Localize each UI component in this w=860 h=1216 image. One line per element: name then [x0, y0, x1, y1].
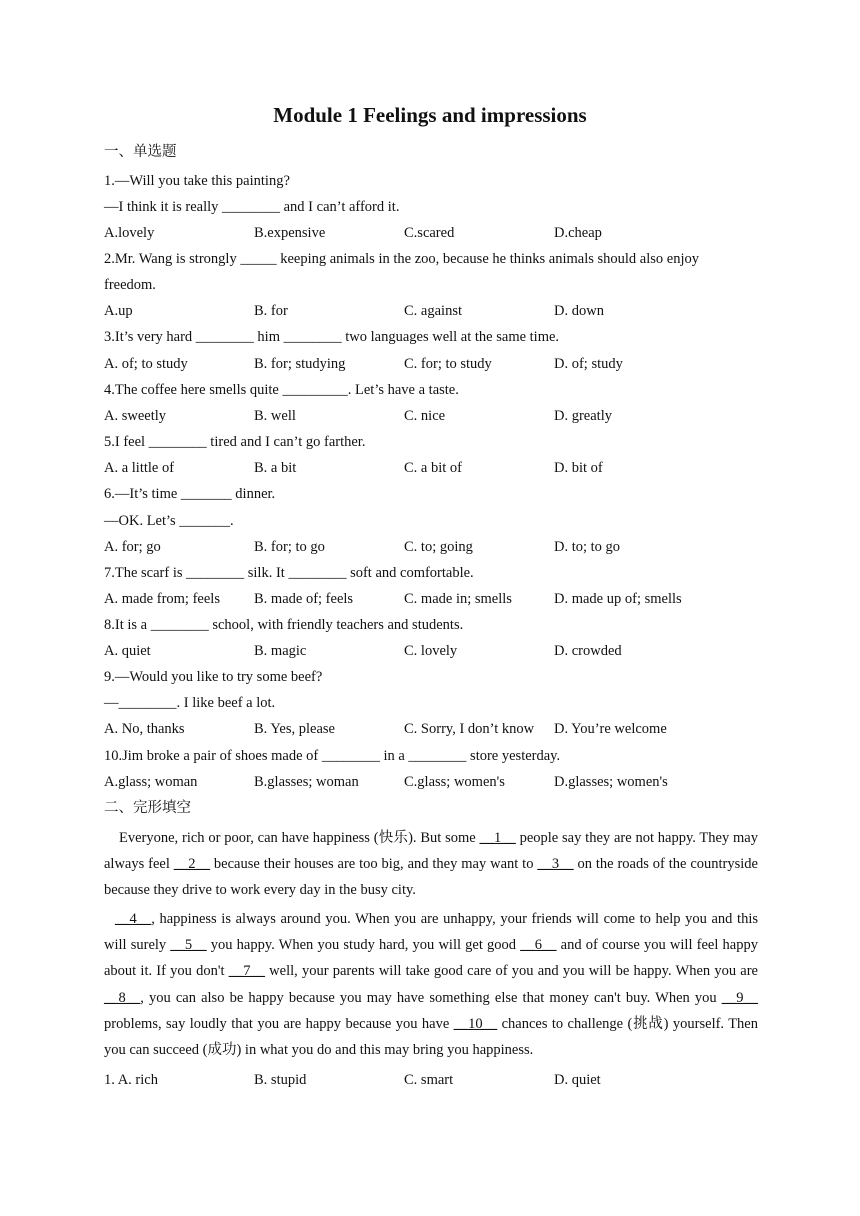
option-d: D. of; study	[554, 356, 623, 372]
question-1-line-2: —I think it is really ________ and I can’t afford it.	[104, 199, 400, 215]
option-b: B. Yes, please	[254, 721, 335, 737]
option-c: C. nice	[404, 408, 446, 424]
option-b: B. for	[254, 303, 288, 319]
question-2-line-1: 2.Mr. Wang is strongly _____ keeping animals in the zoo, because he thinks animals should also enjoy	[104, 251, 699, 267]
option-d: D. down	[554, 303, 604, 319]
option-c: C. to; going	[404, 539, 473, 555]
option-c: C. Sorry, I don’t know	[404, 721, 535, 737]
option-d: D. quiet	[554, 1072, 601, 1088]
option-a: A. No, thanks	[104, 721, 185, 737]
option-c: C. made in; smells	[404, 591, 512, 607]
cloze-blank-3: __3__	[537, 856, 574, 873]
question-10-line-1: 10.Jim broke a pair of shoes made of ________ in a ________ store yesterday.	[104, 748, 561, 764]
option-c: C. for; to study	[404, 356, 492, 372]
cloze-text: , you can also be happy because you may have something else that money can't buy. When you	[140, 989, 722, 1006]
option-d: D. to; to go	[554, 539, 621, 555]
cloze-blank-2: __2__	[173, 856, 211, 873]
option-c: C. a bit of	[404, 460, 462, 476]
question-4-line-1: 4.The coffee here smells quite _________. Let’s have a taste.	[104, 382, 459, 398]
cloze-text: and of course you will feel happy about it. If you don't	[104, 937, 758, 980]
option-d: D. You’re welcome	[554, 721, 667, 737]
section-heading-1: 一、单选题	[104, 144, 177, 160]
option-b: B. magic	[254, 643, 307, 659]
option-d: D.glasses; women's	[554, 774, 668, 790]
option-b: B. for; studying	[254, 356, 346, 372]
option-a: A. made from; feels	[104, 591, 220, 607]
cloze-text: chances to challenge (挑战) yourself. Then you can succeed (成功) in what you do and this may bring you happiness.	[104, 1015, 758, 1059]
option-b: B. made of; feels	[254, 591, 354, 607]
cloze-blank-10: __10__	[453, 1015, 498, 1032]
option-d: D. bit of	[554, 460, 603, 476]
option-d: D.cheap	[554, 225, 602, 241]
question-2-line-2: freedom.	[104, 277, 156, 293]
cloze-blank-7: __7__	[228, 963, 265, 980]
cloze-text: people say they are not happy. They may always feel	[104, 830, 758, 873]
option-d: D. crowded	[554, 643, 622, 659]
question-6-line-1: 6.—It’s time _______ dinner.	[104, 486, 276, 502]
cloze-text: you happy. When you study hard, you will get good	[206, 937, 521, 954]
cloze-blank-1: __1__	[479, 830, 516, 846]
cloze-text: problems, say loudly that you are happy because you have	[104, 1015, 454, 1032]
page-title: Module 1 Feelings and impressions	[273, 103, 587, 127]
section-heading-2: 二、完形填空	[104, 800, 191, 816]
option-a: A.glass; woman	[104, 774, 198, 790]
option-b: B. well	[254, 408, 296, 424]
cloze-text: , happiness is always around you. When you are unhappy, your friends will come to help you and this will surely	[104, 911, 758, 954]
cloze-text: well, your parents will take good care of you and you will be happy. When you are	[264, 963, 758, 980]
option-a: A. for; go	[104, 539, 161, 555]
cloze-blank-4: __4__	[115, 911, 152, 927]
option-d: D. made up of; smells	[554, 591, 682, 607]
question-7-line-1: 7.The scarf is ________ silk. It ________ soft and comfortable.	[104, 565, 474, 581]
option-a: A. quiet	[104, 643, 151, 659]
question-1-line-1: 1.—Will you take this painting?	[104, 173, 290, 189]
option-c: C.scared	[404, 225, 455, 241]
option-a: A.up	[104, 303, 133, 319]
cloze-blank-5: __5__	[170, 937, 207, 954]
cloze-blank-9: __9__	[721, 989, 758, 1006]
option-b: B.expensive	[254, 225, 326, 241]
option-d: D. greatly	[554, 408, 612, 424]
question-5-line-1: 5.I feel ________ tired and I can’t go farther.	[104, 434, 366, 450]
cloze-paragraph-1	[104, 825, 758, 904]
option-b: B. for; to go	[254, 539, 325, 555]
cloze-text: Everyone, rich or poor, can have happiness (快乐). But some	[119, 830, 480, 846]
option-b: B. stupid	[254, 1072, 307, 1088]
cloze-text: on the roads of the countryside because they drive to work every day in the busy city.	[104, 856, 758, 899]
question-9-line-2: —________. I like beef a lot.	[104, 695, 276, 711]
question-3-line-1: 3.It’s very hard ________ him ________ two languages well at the same time.	[104, 329, 560, 345]
option-b: B.glasses; woman	[254, 774, 359, 790]
option-a: A.lovely	[104, 225, 155, 241]
option-c: C. against	[404, 303, 462, 319]
option-a: A. of; to study	[104, 356, 188, 372]
option-a: A. a little of	[104, 460, 175, 476]
question-6-line-2: —OK. Let’s _______.	[104, 513, 234, 529]
option-c: C. lovely	[404, 643, 458, 659]
option-a: A. sweetly	[104, 408, 167, 424]
cloze-paragraph-2	[104, 906, 758, 1063]
cloze-blank-8: __8__	[104, 989, 141, 1006]
option-a: 1. A. rich	[104, 1072, 158, 1088]
option-c: C. smart	[404, 1072, 454, 1088]
cloze-text: because their houses are too big, and they may want to	[210, 856, 538, 873]
question-8-line-1: 8.It is a ________ school, with friendly teachers and students.	[104, 617, 464, 633]
question-9-line-1: 9.—Would you like to try some beef?	[104, 669, 323, 685]
option-c: C.glass; women's	[404, 774, 505, 790]
cloze-blank-6: __6__	[520, 937, 557, 954]
option-b: B. a bit	[254, 460, 297, 476]
